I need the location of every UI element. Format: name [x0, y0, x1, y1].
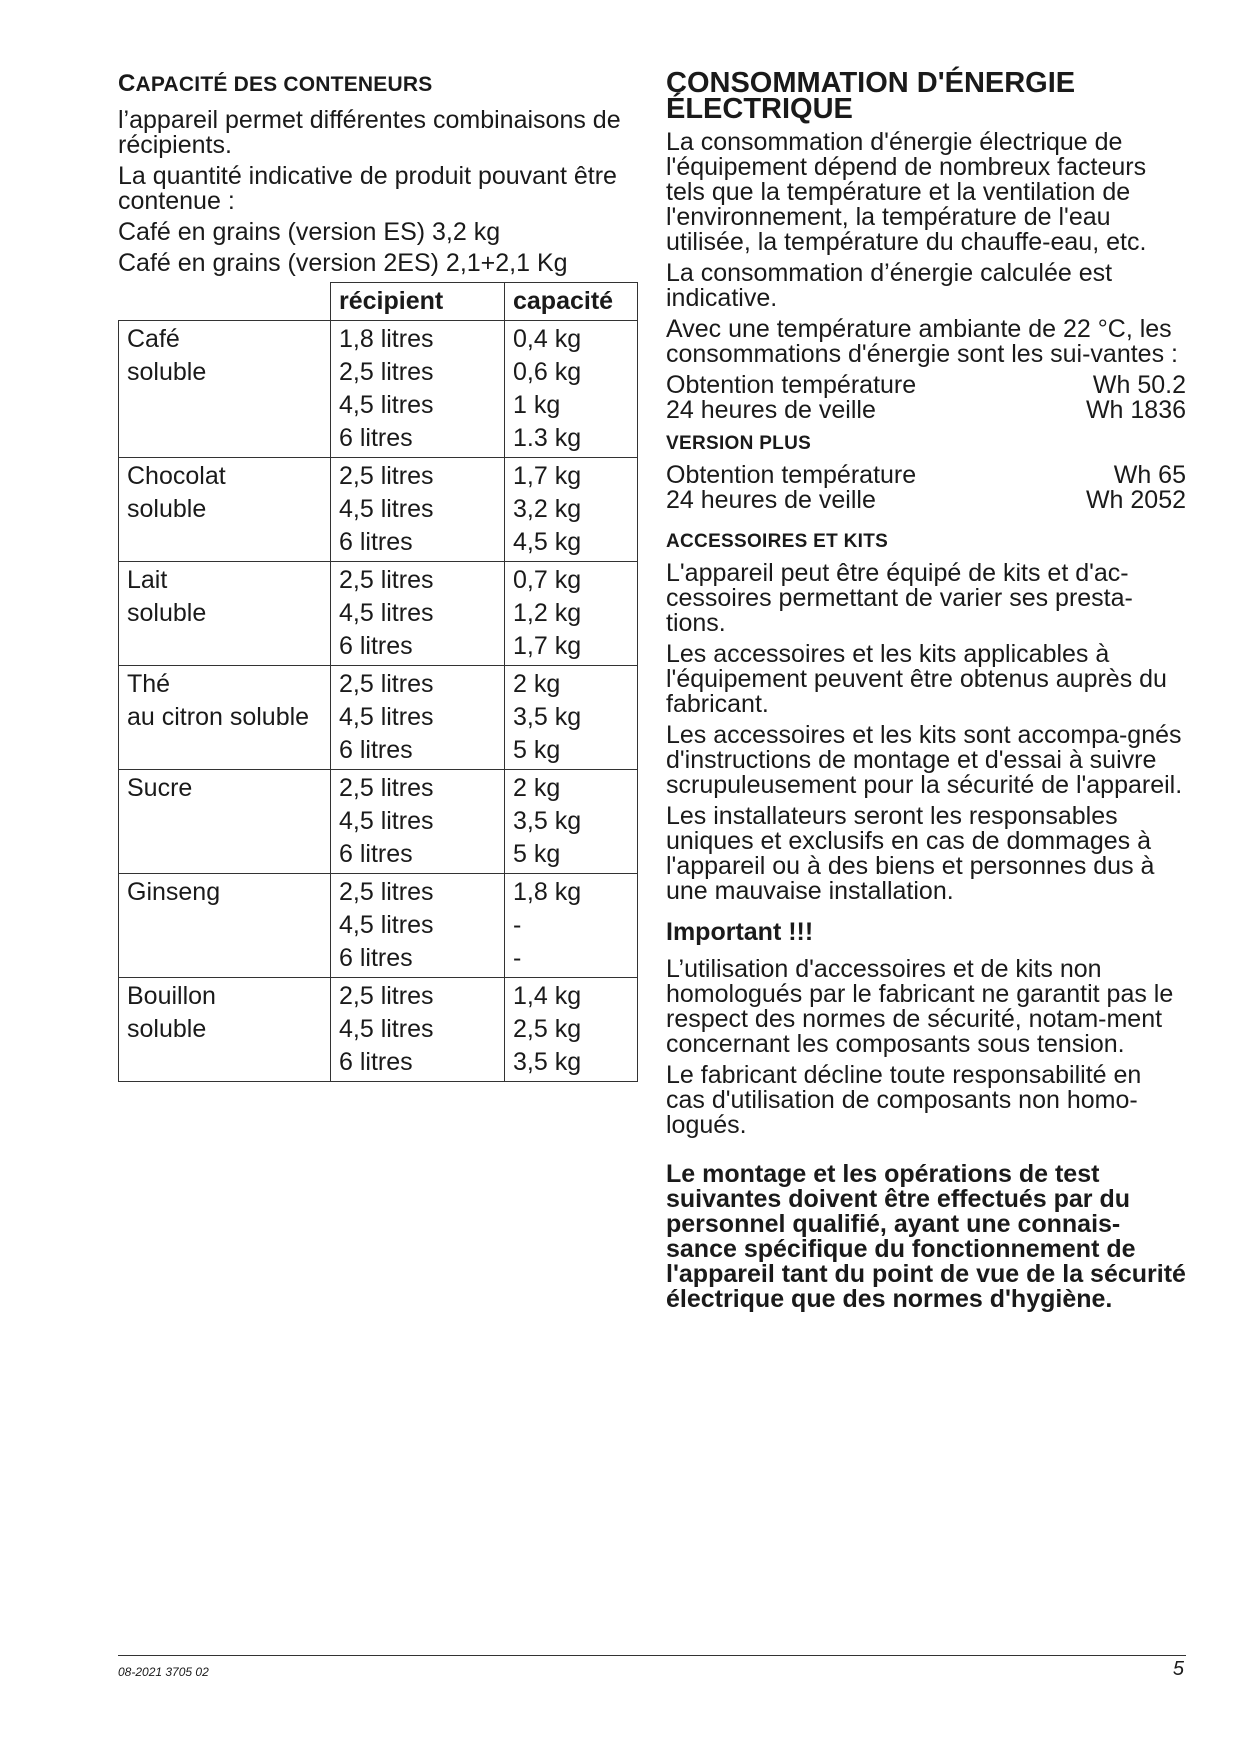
- cell-line: soluble: [127, 495, 207, 523]
- cell-line: 4,5 kg: [513, 528, 582, 556]
- accessories-paragraph: Les accessoires et les kits applicables à l'équipement peuvent être obtenus auprès du fabricant.: [666, 640, 1167, 718]
- container-cell: [331, 874, 505, 978]
- cell-line: Ginseng: [127, 878, 221, 906]
- product-cell: [119, 666, 331, 770]
- container-cell: [331, 321, 505, 458]
- product-cell: [119, 874, 331, 978]
- cell-line: 1,7 kg: [513, 462, 582, 490]
- cell-line: 2 kg: [513, 670, 561, 698]
- cell-line: 1,2 kg: [513, 599, 582, 627]
- cell-line: 3,5 kg: [513, 703, 582, 731]
- capacity-cell: [505, 321, 638, 458]
- capacity-cell: [505, 458, 638, 562]
- cell-line: 1,8 litres: [339, 325, 434, 353]
- accessories-paragraph: Les installateurs seront les responsables uniques et exclusifs en cas de dommages à l'appareil ou à des biens et personnes dus à une mauvaise installation.: [666, 802, 1155, 905]
- cell-line: 4,5 litres: [339, 599, 434, 627]
- cell-line: 6 litres: [339, 1048, 413, 1076]
- cell-line: soluble: [127, 599, 207, 627]
- cell-line: 2,5 litres: [339, 774, 434, 802]
- table-row: [119, 666, 638, 770]
- right-column: [666, 67, 1186, 1313]
- cell-line: -: [513, 911, 522, 939]
- cell-line: 6 litres: [339, 736, 413, 764]
- important-paragraph: Le fabricant décline toute responsabilité en cas d'utilisation de composants non homo-logués.: [666, 1061, 1142, 1139]
- container-cell: [331, 770, 505, 874]
- product-cell: [119, 458, 331, 562]
- container-cell: [331, 666, 505, 770]
- cell-line: 2,5 litres: [339, 670, 434, 698]
- energy-row: 24 heures de veille Wh 1836: [666, 396, 1186, 424]
- qualified-personnel-notice: Le montage et les opérations de test suivantes doivent être effectués par du personnel qualifié, ayant une connais-sance spécifique du fonctionnement de l'appareil tant du point de vue de la sécurité électrique que des normes d'hygiène.: [666, 1160, 1186, 1313]
- cell-line: 4,5 litres: [339, 703, 434, 731]
- capacity-cell: [505, 666, 638, 770]
- cell-line: 1,8 kg: [513, 878, 582, 906]
- cell-line: 1,7 kg: [513, 632, 582, 660]
- accessories-paragraph: L'appareil peut être équipé de kits et d'ac-cessoires permettant de varier ses presta-tions.: [666, 559, 1133, 637]
- cell-line: 6 litres: [339, 840, 413, 868]
- table-header-container: récipient: [331, 283, 505, 321]
- cell-line: soluble: [127, 358, 207, 386]
- cell-line: Thé: [127, 670, 171, 698]
- container-cell: [331, 562, 505, 666]
- cell-line: Lait: [127, 566, 168, 594]
- cell-line: 1 kg: [513, 391, 561, 419]
- table-row: [119, 458, 638, 562]
- cell-line: 4,5 litres: [339, 911, 434, 939]
- cell-line: 4,5 litres: [339, 807, 434, 835]
- product-cell: [119, 321, 331, 458]
- cell-line: Chocolat: [127, 462, 226, 490]
- coffee-2es-line: Café en grains (version 2ES) 2,1+2,1 Kg: [118, 249, 568, 277]
- capacity-table: [118, 282, 638, 1082]
- cell-line: 4,5 litres: [339, 495, 434, 523]
- cell-line: 6 litres: [339, 944, 413, 972]
- important-heading: Important !!!: [666, 918, 814, 946]
- cell-line: 1,4 kg: [513, 982, 582, 1010]
- table-row: [119, 874, 638, 978]
- left-column: [118, 70, 638, 1082]
- table-row: [119, 562, 638, 666]
- cell-line: 6 litres: [339, 632, 413, 660]
- cell-line: 2,5 litres: [339, 878, 434, 906]
- cell-line: 1.3 kg: [513, 424, 582, 452]
- cell-line: 3,5 kg: [513, 807, 582, 835]
- page-number: 5: [1172, 1658, 1184, 1680]
- energy-paragraph: Avec une température ambiante de 22 °C, les consommations d'énergie sont les sui-vantes :: [666, 315, 1178, 368]
- energy-paragraph: La consommation d’énergie calculée est indicative.: [666, 259, 1113, 312]
- cell-line: soluble: [127, 1015, 207, 1043]
- capacity-cell: [505, 770, 638, 874]
- product-cell: [119, 770, 331, 874]
- table-header-capacity: capacité: [505, 283, 638, 321]
- coffee-es-line: Café en grains (version ES) 3,2 kg: [118, 218, 501, 246]
- cell-line: Bouillon: [127, 982, 216, 1010]
- quantity-paragraph: La quantité indicative de produit pouvant être contenue :: [118, 162, 617, 215]
- container-cell: [331, 458, 505, 562]
- cell-line: 2,5 litres: [339, 358, 434, 386]
- version-plus-heading: VERSION PLUS: [666, 433, 812, 454]
- accessories-paragraph: Les accessoires et les kits sont accompa-gnés d'instructions de montage et d'essai à suivre scrupuleusement pour la sécurité de l'appareil.: [666, 721, 1183, 799]
- cell-line: 2,5 litres: [339, 566, 434, 594]
- cell-line: 6 litres: [339, 528, 413, 556]
- footer-document-code: 08-2021 3705 02: [118, 1665, 209, 1679]
- accessories-heading: ACCESSOIRES ET KITS: [666, 531, 889, 552]
- cell-line: Sucre: [127, 774, 193, 802]
- cell-line: 2,5 litres: [339, 462, 434, 490]
- cell-line: 0,4 kg: [513, 325, 582, 353]
- energy-paragraph: La consommation d'énergie électrique de l'équipement dépend de nombreux facteurs tels que la température et la ventilation de l'environnement, la température de l'eau utilisée, la température du chauffe-eau, etc.: [666, 128, 1147, 256]
- energy-heading: CONSOMMATION D'ÉNERGIE ÉLECTRIQUE: [666, 67, 1076, 125]
- cell-line: 4,5 litres: [339, 1015, 434, 1043]
- cell-line: 5 kg: [513, 736, 561, 764]
- energy-row: Obtention température Wh 50.2: [666, 371, 1186, 399]
- capacity-cell: [505, 562, 638, 666]
- product-cell: [119, 562, 331, 666]
- cell-line: 4,5 litres: [339, 391, 434, 419]
- footer-divider: [118, 1655, 1186, 1656]
- cell-line: 5 kg: [513, 840, 561, 868]
- table-row: [119, 321, 638, 458]
- energy-values: [666, 373, 1186, 423]
- table-row: [119, 770, 638, 874]
- table-row: [119, 978, 638, 1082]
- cell-line: au citron soluble: [127, 703, 310, 731]
- capacity-table-body: [119, 321, 638, 1082]
- cell-line: 2,5 litres: [339, 982, 434, 1010]
- table-header-empty: [119, 283, 331, 321]
- cell-line: 2 kg: [513, 774, 561, 802]
- important-paragraph: L’utilisation d'accessoires et de kits non homologués par le fabricant ne garantit pas le respect des normes de sécurité, notam-ment concernant les composants sous tension.: [666, 955, 1174, 1058]
- cell-line: 3,5 kg: [513, 1048, 582, 1076]
- cell-line: 6 litres: [339, 424, 413, 452]
- capacity-cell: [505, 978, 638, 1082]
- container-cell: [331, 978, 505, 1082]
- container-capacity-heading: CAPACITÉ DES CONTENEURS: [118, 70, 433, 97]
- cell-line: 0,6 kg: [513, 358, 582, 386]
- cell-line: Café: [127, 325, 180, 353]
- intro-paragraph: l’appareil permet différentes combinaisons de récipients.: [118, 106, 621, 159]
- energy-row: 24 heures de veille Wh 2052: [666, 486, 1186, 514]
- cell-line: 2,5 kg: [513, 1015, 582, 1043]
- cell-line: 3,2 kg: [513, 495, 582, 523]
- product-cell: [119, 978, 331, 1082]
- energy-row: Obtention température Wh 65: [666, 461, 1186, 489]
- capacity-cell: [505, 874, 638, 978]
- version-plus-values: [666, 463, 1186, 513]
- cell-line: 0,7 kg: [513, 566, 582, 594]
- cell-line: -: [513, 944, 522, 972]
